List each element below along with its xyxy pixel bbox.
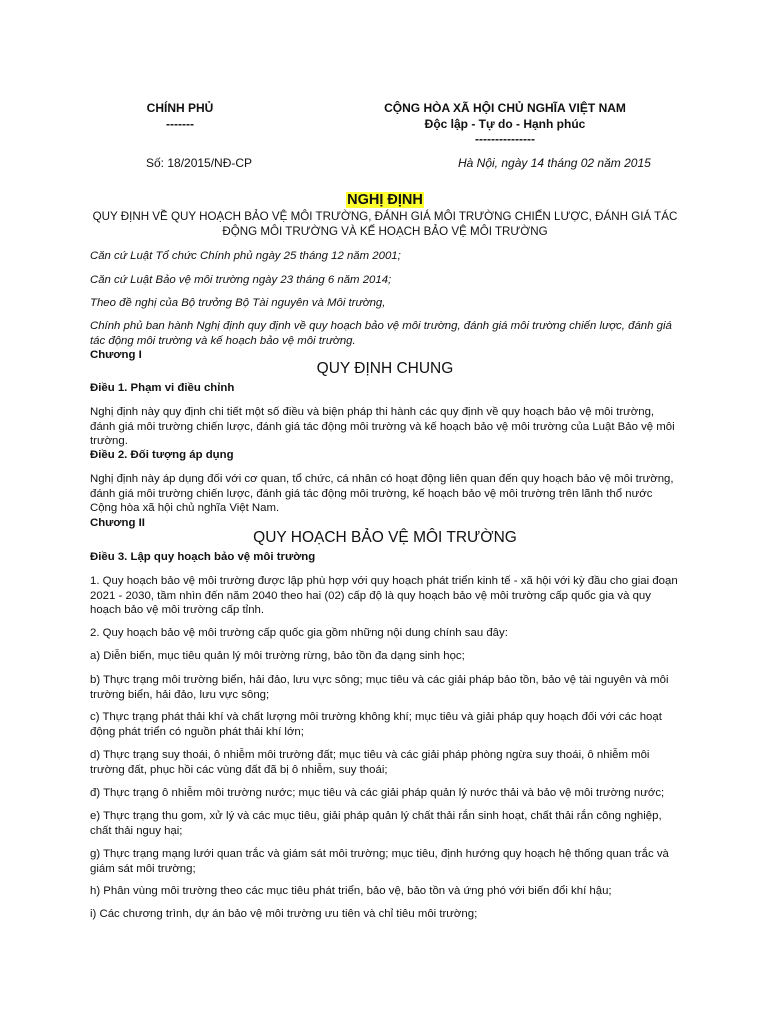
article-3-item-b: b) Thực trạng môi trường biển, hải đảo, lưu vực sông; mục tiêu và các giải pháp bảo tồn, bảo vệ tài nguyên và môi trường biển, hải đảo, lưu vực sông; — [90, 674, 669, 701]
article-3-para-1: 1. Quy hoạch bảo vệ môi trường được lập phù hợp với quy hoạch phát triển kinh tế - xã hội với kỳ đầu cho giai đoạn 2021 - 2030, tầm nhìn đến năm 2040 theo hai (02) cấp độ là quy hoạch bảo vệ môi trường cấp quốc gia và quy hoạch bảo vệ môi trường cấp tỉnh. — [90, 575, 678, 616]
preamble-basis-1: Căn cứ Luật Tổ chức Chính phủ ngày 25 tháng 12 năm 2001; — [90, 250, 401, 262]
article-3-item-i: i) Các chương trình, dự án bảo vệ môi trường ưu tiên và chỉ tiêu môi trường; — [90, 908, 478, 920]
article-1-text: Nghị định này quy định chi tiết một số điều và biện pháp thi hành các quy định về quy hoạch bảo vệ môi trường, đánh giá môi trường chiến lược, đánh giá tác động môi trường và kế hoạch bảo vệ môi trường của Luật Bảo vệ môi trường. — [90, 406, 675, 447]
article-3-item-a: a) Diễn biến, mục tiêu quản lý môi trường rừng, bảo tồn đa dạng sinh học; — [90, 650, 465, 662]
chapter-2-title: QUY HOẠCH BẢO VỆ MÔI TRƯỜNG — [253, 529, 517, 546]
preamble-proposal: Theo đề nghị của Bộ trưởng Bộ Tài nguyên và Môi trường, — [90, 297, 386, 309]
place-date: Hà Nội, ngày 14 tháng 02 năm 2015 — [458, 156, 651, 170]
article-3-item-h: h) Phân vùng môi trường theo các mục tiêu phát triển, bảo vệ, bảo tồn và ứng phó với biến đổi khí hậu; — [90, 885, 612, 897]
article-1-title: Điều 1. Phạm vi điều chỉnh — [90, 382, 235, 394]
decree-title: NGHỊ ĐỊNH — [347, 192, 423, 208]
document-number: Số: 18/2015/NĐ-CP — [146, 156, 253, 170]
national-divider: --------------- — [475, 132, 535, 146]
article-2-title: Điều 2. Đối tượng áp dụng — [90, 449, 234, 461]
chapter-1-title: QUY ĐỊNH CHUNG — [316, 360, 454, 377]
chapter-2-label: Chương II — [90, 517, 145, 529]
decree-title-wrap — [90, 191, 680, 209]
article-3-title: Điều 3. Lập quy hoạch bảo vệ môi trường — [90, 551, 316, 563]
article-3-item-g: g) Thực trạng mạng lưới quan trắc và giám sát môi trường; mục tiêu, định hướng quy hoạch hệ thống quan trắc và giám sát môi trường; — [90, 848, 669, 875]
article-3-item-d: d) Thực trạng suy thoái, ô nhiễm môi trường đất; mục tiêu và các giải pháp phòng ngừa suy thoái, ô nhiễm môi trường đất, phục hồi các vùng đất đã bị ô nhiễm, suy thoái; — [90, 749, 650, 776]
article-3-para-2: 2. Quy hoạch bảo vệ môi trường cấp quốc gia gồm những nội dung chính sau đây: — [90, 627, 508, 639]
article-2-text: Nghị định này áp dụng đối với cơ quan, tổ chức, cá nhân có hoạt động liên quan đến quy hoạch bảo vệ môi trường, đánh giá môi trường chiến lược, đánh giá tác động môi trường, kế hoạch bảo vệ môi trường trên lãnh thổ nước Cộng hòa xã hội chủ nghĩa Việt Nam. — [90, 473, 674, 514]
article-3-item-dd: đ) Thực trạng ô nhiễm môi trường nước; mục tiêu và các giải pháp quản lý nước thải và bảo vệ môi trường nước; — [90, 787, 665, 799]
national-title: CỘNG HÒA XÃ HỘI CHỦ NGHĨA VIỆT NAM — [384, 101, 626, 115]
chapter-1-label: Chương I — [90, 349, 142, 361]
preamble-basis-2: Căn cứ Luật Bảo vệ môi trường ngày 23 tháng 6 năm 2014; — [90, 274, 392, 286]
preamble-enactment: Chính phủ ban hành Nghị định quy định về quy hoạch bảo vệ môi trường, đánh giá môi trường chiến lược, đánh giá tác động môi trường và kế hoạch bảo vệ môi trường. — [90, 320, 672, 347]
decree-subtitle: QUY ĐỊNH VỀ QUY HOẠCH BẢO VỆ MÔI TRƯỜNG, ĐÁNH GIÁ MÔI TRƯỜNG CHIẾN LƯỢC, ĐÁNH GIÁ TÁC ĐỘNG MÔI TRƯỜNG VÀ KẾ HOẠCH BẢO VỆ MÔI TRƯỜNG — [92, 210, 678, 238]
article-3-item-e: e) Thực trạng thu gom, xử lý và các mục tiêu, giải pháp quản lý chất thải rắn sinh hoạt, chất thải rắn công nghiệp, chất thải nguy hại; — [90, 810, 662, 837]
national-motto: Độc lập - Tự do - Hạnh phúc — [424, 117, 586, 131]
article-3-item-c: c) Thực trạng phát thải khí và chất lượng môi trường không khí; mục tiêu và giải pháp quy hoạch đối với các hoạt động phát triển có nguồn phát thải khí lớn; — [90, 711, 662, 738]
issuer-name: CHÍNH PHỦ — [146, 101, 214, 115]
issuer-divider: ------- — [166, 117, 194, 131]
